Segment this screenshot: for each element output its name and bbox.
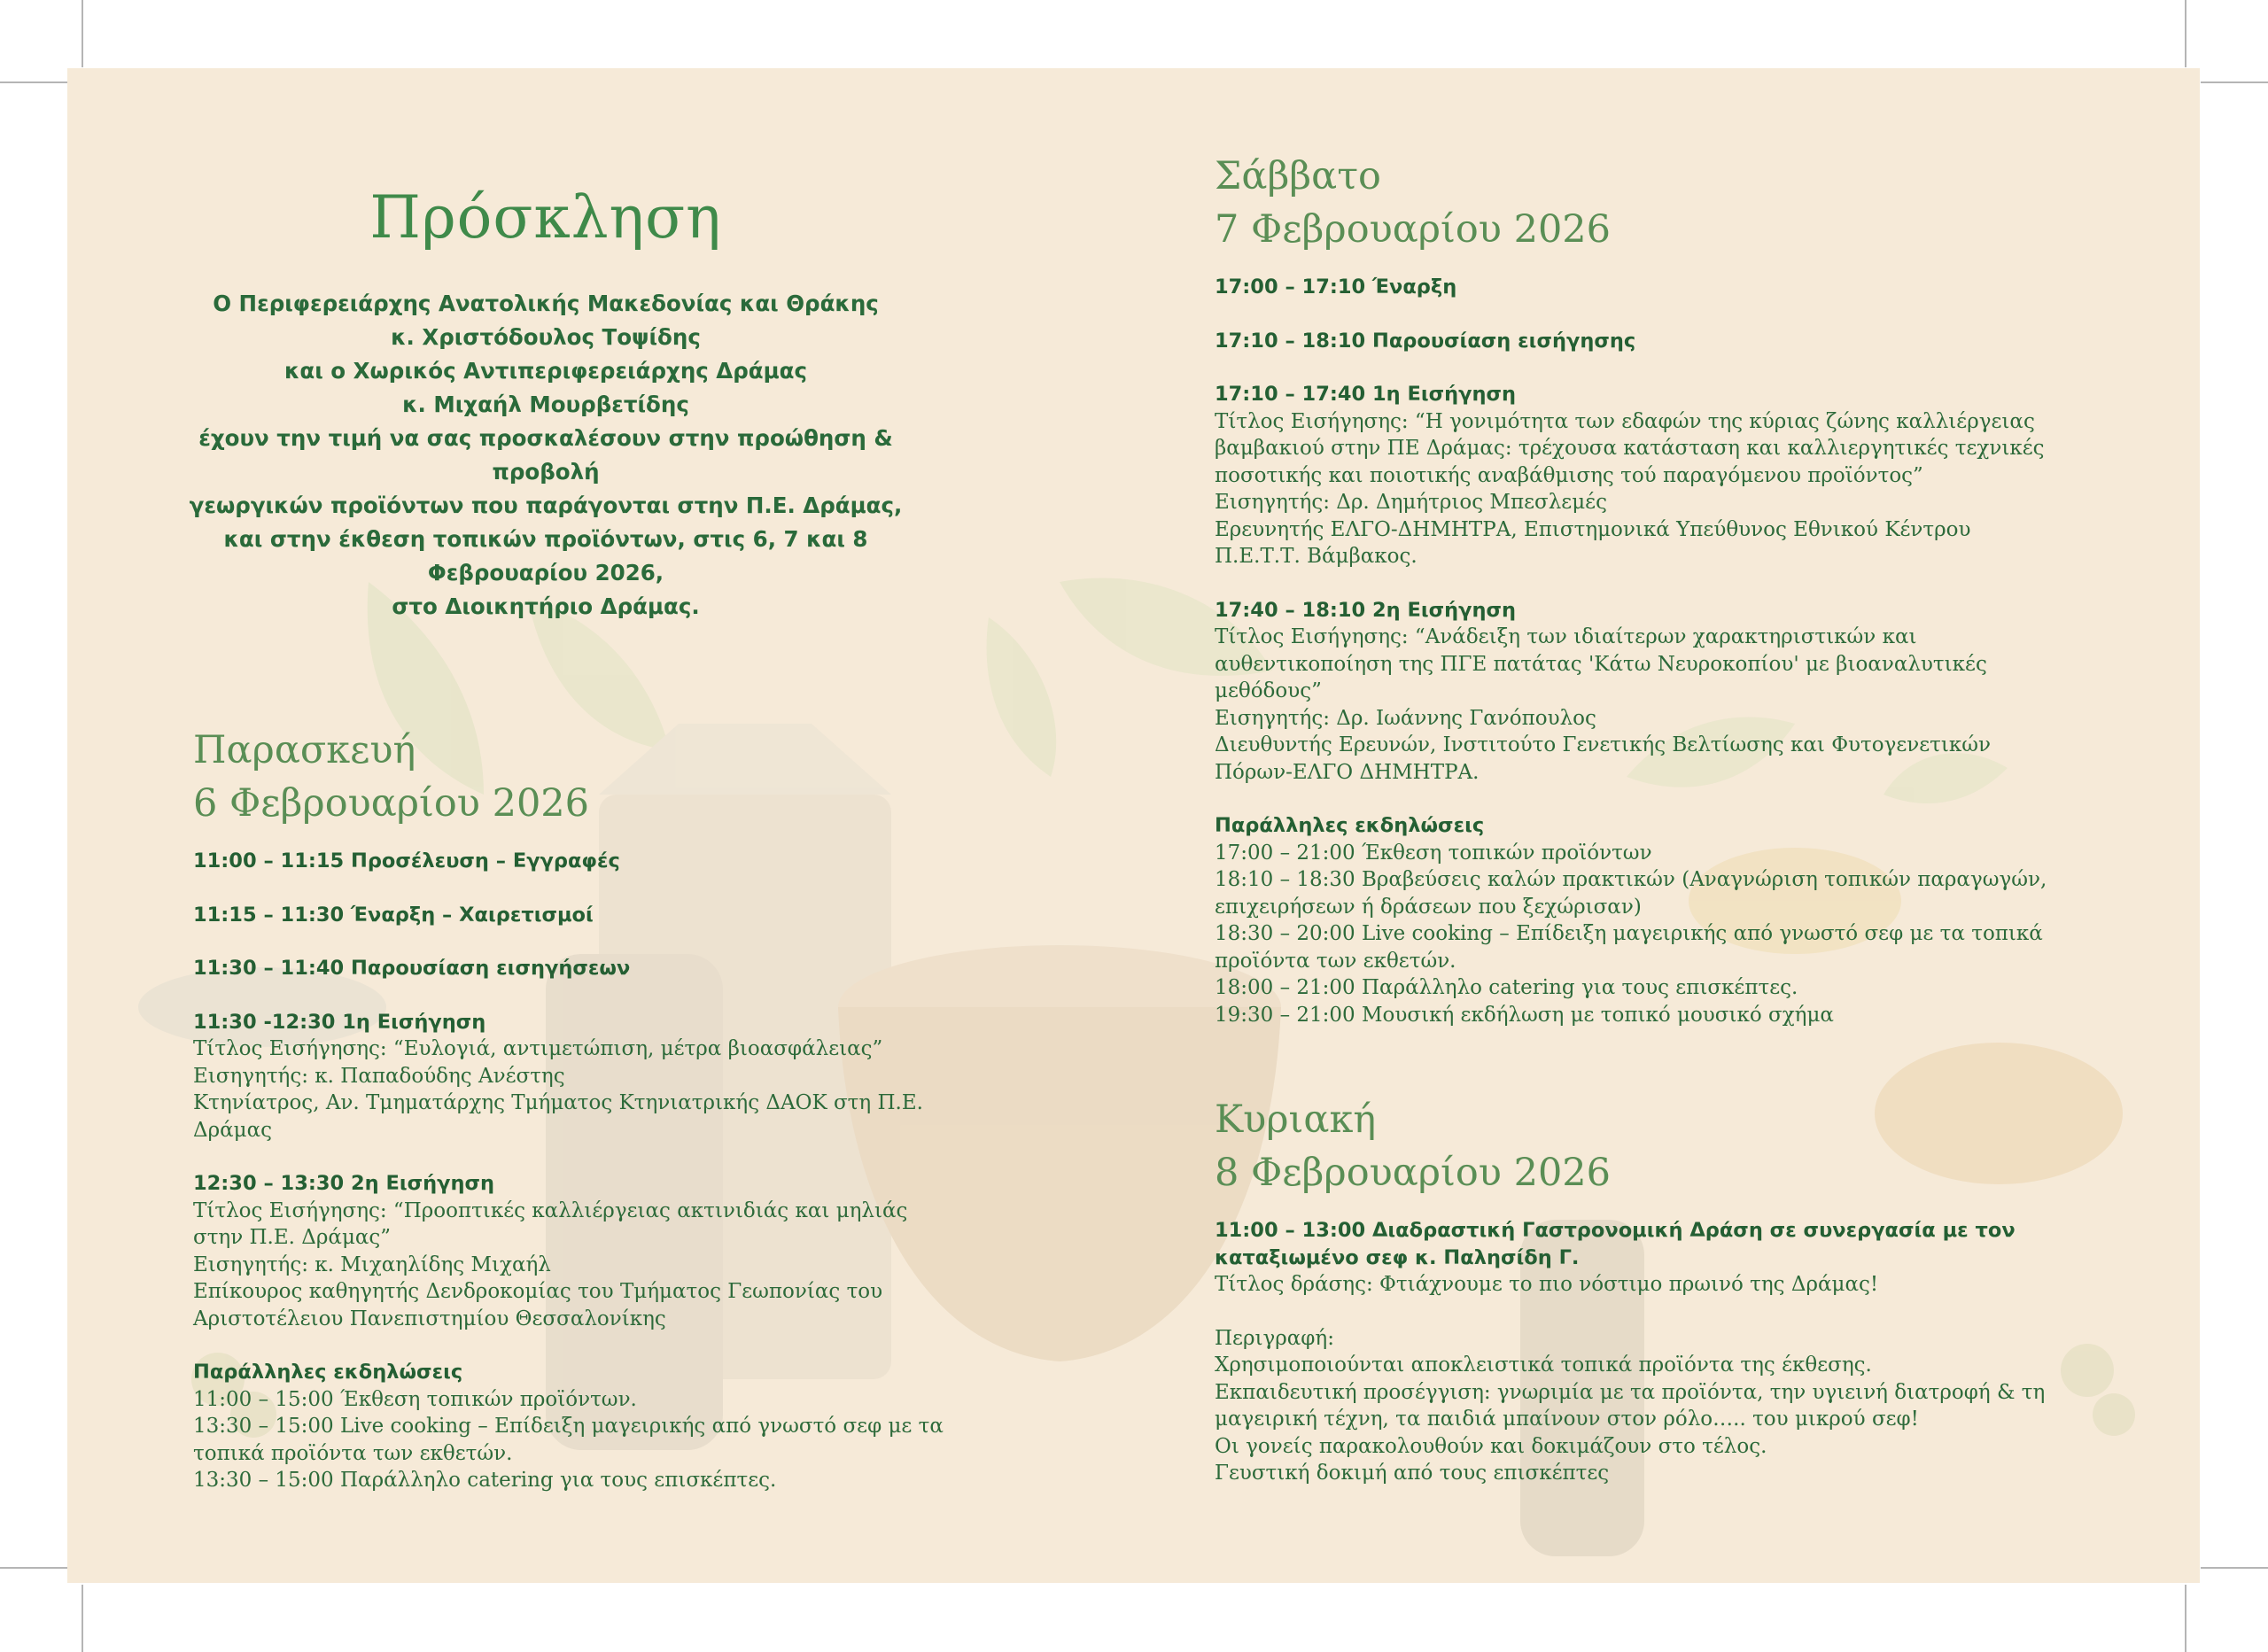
description-line: Χρησιμοποιούνται αποκλειστικά τοπικά προϊόντα της έκθεσης. [1215,1353,1872,1377]
invitation-line: και στην έκθεση τοπικών προϊόντων, στις 6, 7 και 8 Φεβρουαρίου 2026, [223,526,868,586]
description-line: μαγειρική τέχνη, τα παιδιά μπαίνουν στον ρόλο….. του μικρού σεφ! [1215,1408,1919,1431]
parallel-event: 19:30 – 21:00 Μουσική εκδήλωση με τοπικό μουσικό σχήμα [1215,1003,1834,1027]
parallel-event: 18:10 – 18:30 Βραβεύσεις καλών πρακτικών (Αναγνώριση τοπικών παραγωγών, [1215,868,2047,891]
talk-line: ποσοτικής και ποιοτικής αναβάθμισης τού παραγόμενου προϊόντος” [1215,463,1923,487]
talk-line: Ερευνητής ΕΛΓΟ-ΔΗΜΗΤΡΑ, Επιστημονικά Υπεύθυνος Εθνικού Κέντρου [1215,517,1971,541]
talk-line: Δράμας [193,1118,273,1142]
invitation-line: και ο Χωρικός Αντιπεριφερειάρχης Δράμας [284,358,808,384]
crop-mark-top-left-h [0,81,67,83]
friday-program [193,724,1079,1494]
parallel-event: 17:00 – 21:00 Έκθεση τοπικών προϊόντων [1215,841,1652,865]
friday-schedule [193,848,1079,1494]
parallel-event: τοπικά προϊόντα των εκθετών. [193,1441,513,1465]
friday-date-heading: 6 Φεβρουαρίου 2026 [193,781,590,826]
saturday-day-heading: Σάββατο [1215,154,1381,198]
talk-line: Διευθυντής Ερευνών, Ινστιτούτο Γενετικής Βελτίωσης και Φυτογενετικών [1215,733,1992,756]
sunday-date-heading: 8 Φεβρουαρίου 2026 [1215,1151,1612,1195]
talk-line: Εισηγητής: κ. Μιχαηλίδης Μιχαήλ [193,1253,551,1276]
invitation-line: κ. Χριστόδουλος Τοψίδης [391,324,701,350]
saturday-program [1215,150,2171,1028]
crop-mark-top-right-h [2201,81,2268,83]
parallel-event: 18:30 – 20:00 Live cooking – Επίδειξη μαγειρικής από γνωστό σεφ με τα τοπικά [1215,922,2043,945]
talk-line: Αριστοτέλειου Πανεπιστημίου Θεσσαλονίκης [193,1307,666,1330]
parallel-event: 13:30 – 15:00 Live cooking – Επίδειξη μαγειρικής από γνωστό σεφ με τα [193,1415,944,1438]
talk-heading: 12:30 – 13:30 2η Εισήγηση [193,1172,495,1195]
schedule-item: 17:00 – 17:10 Έναρξη [1215,275,1457,299]
talk-line: Εισηγητής: Δρ. Δημήτριος Μπεσλεμές [1215,491,1607,514]
crop-mark-bottom-right-h [2201,1567,2268,1569]
invitation-line: κ. Μιχαήλ Μουρβετίδης [402,392,689,417]
invitation-title: Πρόσκληση [369,183,722,252]
talk-line: Τίτλος Εισήγησης: “Ανάδειξη των ιδιαίτερων χαρακτηριστικών και [1215,625,1917,648]
talk-line: Τίτλος Εισήγησης: “Ευλογιά, αντιμετώπιση, μέτρα βιοασφάλειας” [193,1037,883,1060]
talk-heading: 17:10 – 17:40 1η Εισήγηση [1215,383,1517,406]
activity-heading: 11:00 – 13:00 Διαδραστική Γαστρονομική Δράση σε συνεργασία με τον [1215,1219,2016,1242]
talk-line: βαμβακιού στην ΠΕ Δράμας: τρέχουσα κατάσταση και καλλιεργητικές τεχνικές [1215,437,2045,460]
parallel-event: 13:30 – 15:00 Παράλληλο catering για τους επισκέπτες. [193,1469,777,1492]
description-line: Οι γονείς παρακολουθούν και δοκιμάζουν στο τέλος. [1215,1434,1767,1458]
talk-line: Εισηγητής: κ. Παπαδούδης Ανέστης [193,1064,565,1088]
sunday-program [1215,1093,2171,1487]
crop-mark-top-left-v [82,0,83,67]
talk-line: Επίκουρος καθηγητής Δενδροκομίας του Τμήματος Γεωπονίας του [193,1280,883,1303]
parallel-event: 18:00 – 21:00 Παράλληλο catering για τους επισκέπτες. [1215,976,1798,999]
description-line: Γευστική δοκιμή από τους επισκέπτες [1215,1462,1610,1485]
invitation-line: στο Διοικητήριο Δράμας. [392,593,700,619]
friday-day-heading: Παρασκευή [193,728,416,772]
schedule-item: 11:15 – 11:30 Έναρξη – Χαιρετισμοί [193,903,594,927]
talk-line: Κτηνίατρος, Αν. Τμηματάρχης Τμήματος Κτηνιατρικής ΔΑΟΚ στη Π.Ε. [193,1091,923,1114]
talk-line: Πόρων-ΕΛΓΟ ΔΗΜΗΤΡΑ. [1215,760,1480,784]
schedule-item: 11:00 – 11:15 Προσέλευση – Εγγραφές [193,849,620,873]
activity-title: Τίτλος δράσης: Φτιάχνουμε το πιο νόστιμο πρωινό της Δράμας! [1215,1273,1879,1296]
parallel-event: προϊόντα των εκθετών. [1215,949,1456,973]
activity-heading: καταξιωμένο σεφ κ. Παλησίδη Γ. [1215,1245,1580,1269]
parallel-event: 11:00 – 15:00 Έκθεση τοπικών προϊόντων. [193,1387,637,1411]
talk-line: Π.Ε.Τ.Τ. Βάμβακος. [1215,545,1418,568]
talk-line: αυθεντικοποίηση της ΠΓΕ πατάτας 'Κάτω Νευροκοπίου' με βιοαναλυτικές [1215,652,1987,676]
talk-heading: 11:30 -12:30 1η Εισήγηση [193,1010,486,1034]
invitation-text [156,287,936,624]
crop-mark-bottom-right-v [2185,1585,2186,1652]
saturday-date-heading: 7 Φεβρουαρίου 2026 [1215,207,1612,252]
schedule-item: 11:30 – 11:40 Παρουσίαση εισηγήσεων [193,957,631,980]
sunday-schedule [1215,1217,2171,1487]
parallel-events-heading: Παράλληλες εκδηλώσεις [1215,814,1485,837]
parallel-events-heading: Παράλληλες εκδηλώσεις [193,1361,463,1384]
talk-line: μεθόδους” [1215,679,1322,702]
talk-line: στην Π.Ε. Δράμας” [193,1226,392,1249]
description-line: Εκπαιδευτική προσέγγιση: γνωριμία με τα προϊόντα, την υγιεινή διατροφή & τη [1215,1380,2046,1404]
invitation-section [156,183,936,624]
saturday-schedule [1215,274,2171,1028]
talk-line: Εισηγητής: Δρ. Ιωάννης Γανόπουλος [1215,706,1596,730]
invitation-sheet [67,68,2200,1583]
invitation-line: γεωργικών προϊόντων που παράγονται στην Π.Ε. Δράμας, [189,492,903,518]
crop-mark-bottom-left-h [0,1567,67,1569]
sunday-day-heading: Κυριακή [1215,1097,1377,1142]
talk-line: Τίτλος Εισήγησης: “Προοπτικές καλλιέργειας ακτινιδιάς και μηλιάς [193,1198,908,1222]
talk-heading: 17:40 – 18:10 2η Εισήγηση [1215,598,1517,622]
description-label: Περιγραφή: [1215,1326,1334,1350]
talk-line: Τίτλος Εισήγησης: “Η γονιμότητα των εδαφών της κύριας ζώνης καλλιέργειας [1215,409,2035,433]
invitation-line: Ο Περιφερειάρχης Ανατολικής Μακεδονίας και Θράκης [213,291,879,316]
crop-mark-top-right-v [2185,0,2186,67]
invitation-line: έχουν την τιμή να σας προσκαλέσουν στην προώθηση & προβολή [198,425,893,485]
schedule-item: 17:10 – 18:10 Παρουσίαση εισήγησης [1215,329,1636,353]
parallel-event: επιχειρήσεων ή δράσεων που ξεχώρισαν) [1215,895,1642,919]
crop-mark-bottom-left-v [82,1585,83,1652]
